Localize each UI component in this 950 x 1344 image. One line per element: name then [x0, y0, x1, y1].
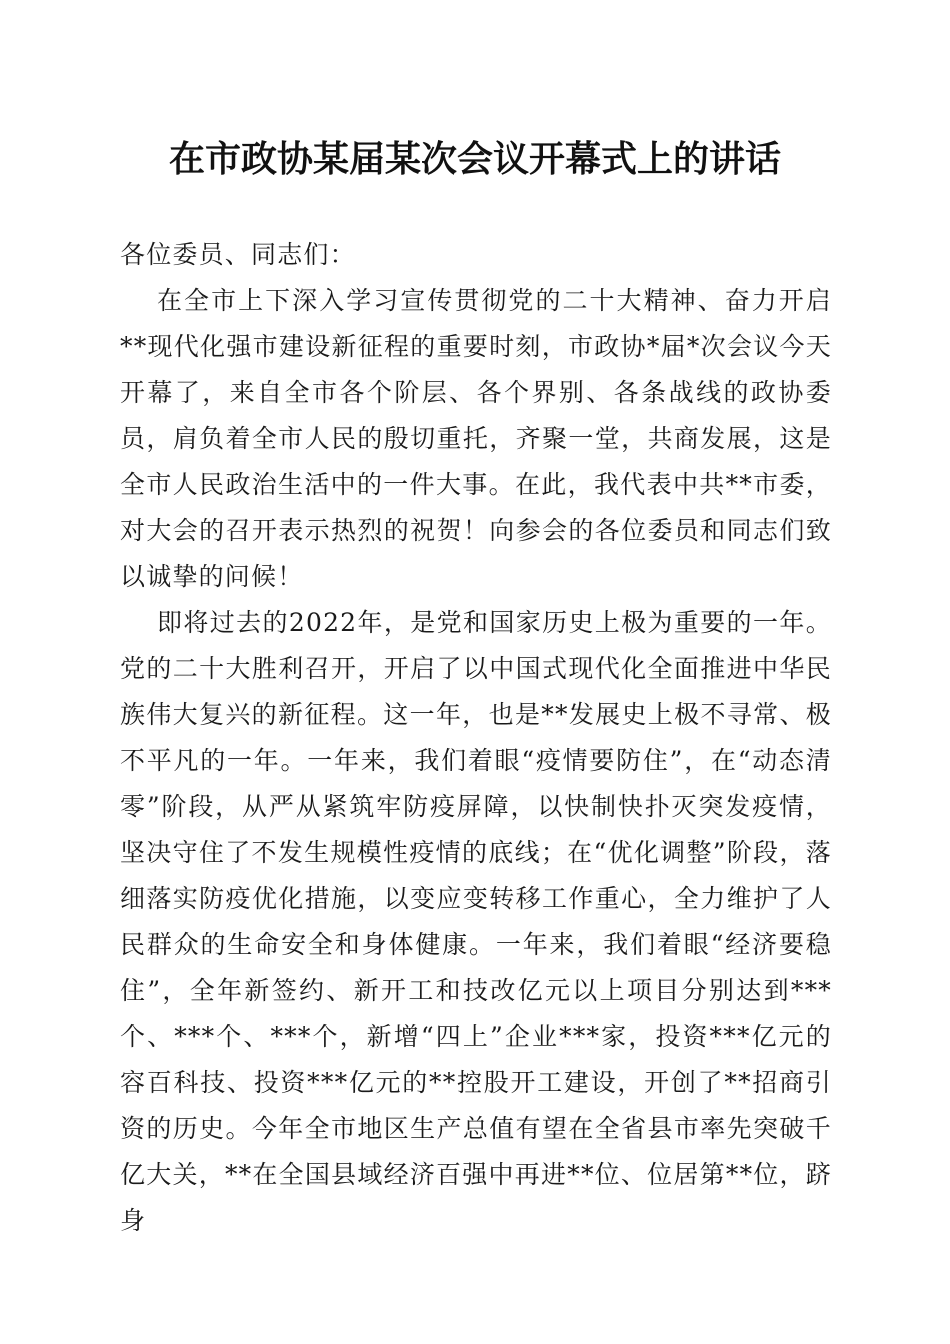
document-title: 在市政协某届某次会议开幕式上的讲话 — [168, 138, 781, 180]
paragraph-1: 在全市上下深入学习宣传贯彻党的二十大精神、奋力开启**现代化强市建设新征程的重要时刻，市政协*届*次会议今天开幕了，来自全市各个阶层、各个界别、各条战线的政协委员，肩负着全市人民的殷切重托，齐聚一堂，共商发展，这是全市人民政治生活中的一件大事。在此，我代表中共**市委，对大会的召开表示热烈的祝贺！向参会的各位委员和同志们致以诚挚的问候！ — [120, 286, 832, 591]
salutation: 各位委员、同志们： — [120, 240, 356, 269]
paragraph-2: 即将过去的2022年，是党和国家历史上极为重要的一年。党的二十大胜利召开，开启了以中国式现代化全面推进中华民族伟大复兴的新征程。这一年，也是**发展史上极不寻常、极不平凡的一年。一年来，我们着眼“疫情要防住”，在“动态清零”阶段，从严从紧筑牢防疫屏障，以快制快扑灭突发疫情，坚决守住了不发生规模性疫情的底线；在“优化调整”阶段，落细落实防疫优化措施，以变应变转移工作重心，全力维护了人民群众的生命安全和身体健康。一年来，我们着眼“经济要稳住”，全年新签约、新开工和技改亿元以上项目分别达到***个、***个、***个，新增“四上”企业***家，投资***亿元的容百科技、投资***亿元的**控股开工建设，开创了**招商引资的历史。今年全市地区生产总值有望在全省县市率先突破千亿大关，**在全国县域经济百强中再进**位、位居第**位，跻身 — [120, 608, 832, 1235]
document-body — [120, 232, 832, 1244]
